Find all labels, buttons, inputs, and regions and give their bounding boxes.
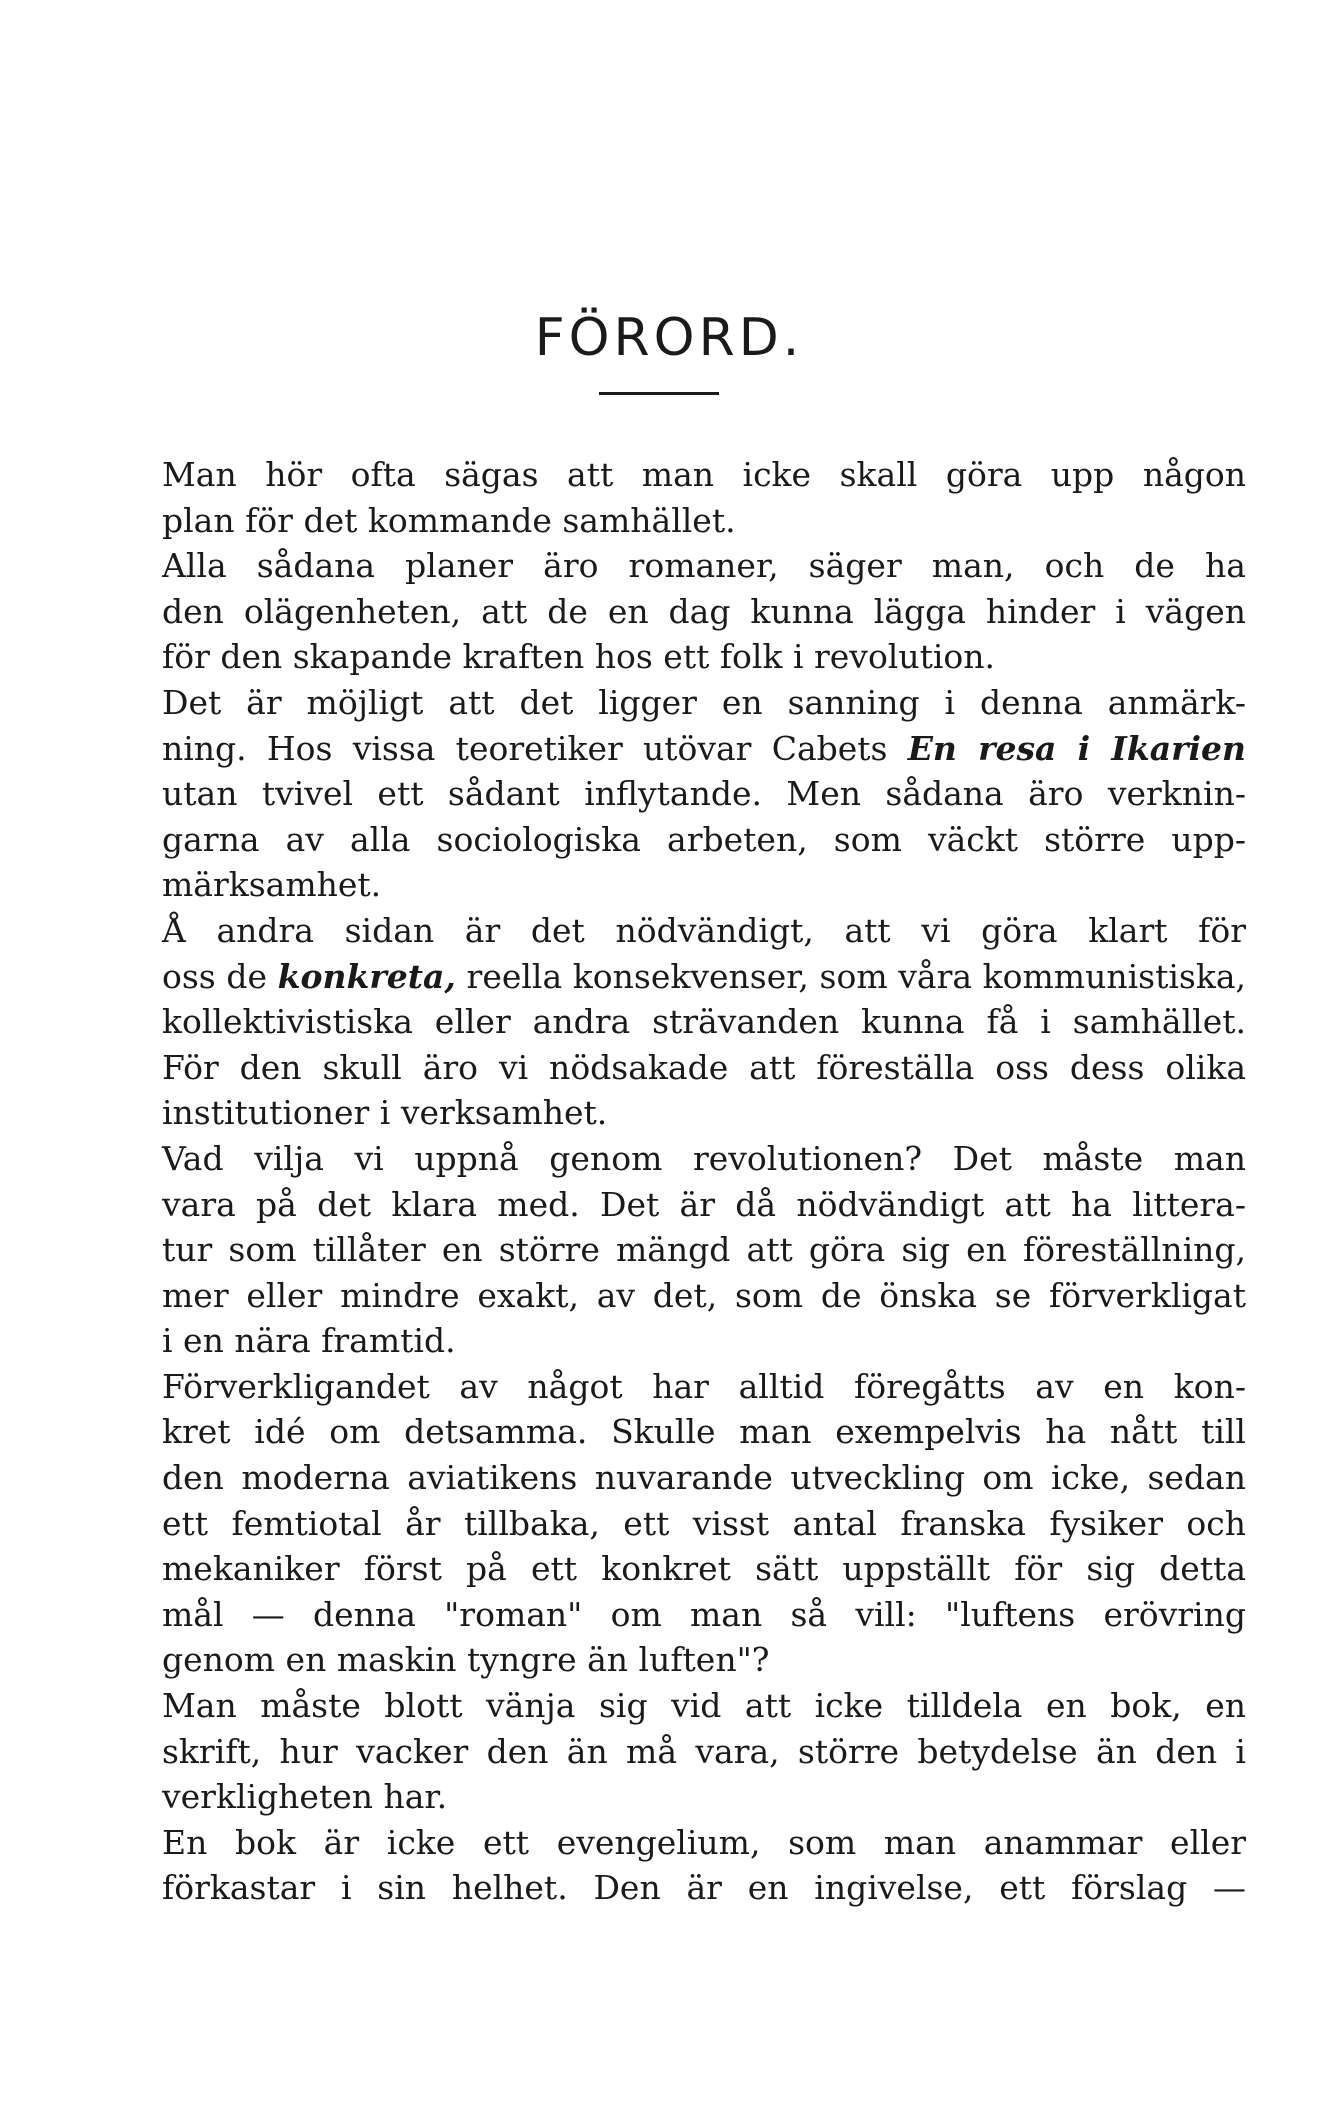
paragraph <box>82 1136 1246 1364</box>
text-line: den moderna aviatikens nuvarande utveckling om icke, sedan <box>162 1458 1246 1498</box>
text-line: märksamhet. <box>162 865 382 905</box>
text-line: kret idé om detsamma. Skulle man exempelvis ha nått till <box>162 1412 1246 1452</box>
text-line: garna av alla sociologiska arbeten, som väckt större upp- <box>162 819 1246 859</box>
text-line: utan tvivel ett sådant inflytande. Men sådana äro verknin- <box>162 774 1246 814</box>
text-line: den olägenheten, att de en dag kunna lägga hinder i vägen <box>162 591 1246 631</box>
text-line: Man hör ofta sägas att man icke skall göra upp någon <box>162 455 1246 494</box>
text-line: verkligheten har. <box>162 1777 448 1817</box>
text-line: Man måste blott vänja sig vid att icke tilldela en bok, en <box>162 1686 1246 1726</box>
text-line: genom en maskin tyngre än luften"? <box>162 1640 770 1680</box>
text-line: institutioner i verksamhet. <box>162 1093 608 1133</box>
text-line: Det är möjligt att det ligger en sanning i denna anmärk- <box>162 682 1246 722</box>
text-line: mer eller mindre exakt, av det, som de önska se förverkligat <box>162 1275 1246 1315</box>
text-line: plan för det kommande samhället. <box>162 500 736 540</box>
paragraph <box>82 680 1246 908</box>
text-line: i en nära framtid. <box>162 1321 456 1361</box>
text-line: tur som tillåter en större mängd att göra sig en föreställning, <box>162 1230 1246 1270</box>
text-line: ning. Hos vissa teoretiker utövar Cabets En resa i Ikarien <box>162 728 1247 768</box>
page-title: FÖRORD. <box>534 308 804 368</box>
text-line: Förverkligandet av något har alltid föregåtts av en kon- <box>162 1366 1246 1406</box>
paragraph <box>82 1364 1246 1683</box>
text-line: ett femtiotal år tillbaka, ett visst antal franska fysiker och <box>162 1503 1246 1543</box>
text-line: vara på det klara med. Det är då nödvändigt att ha littera- <box>162 1184 1246 1224</box>
paragraph <box>82 452 1246 543</box>
title-rule <box>599 392 719 395</box>
text-line: mekaniker först på ett konkret sätt uppställt för sig detta <box>162 1549 1246 1589</box>
text-line: Alla sådana planer äro romaner, säger man, och de ha <box>162 546 1246 586</box>
paragraph <box>82 543 1246 680</box>
paragraph <box>82 1683 1246 1820</box>
text-line: mål — denna "roman" om man så vill: "luftens erövring <box>162 1594 1246 1634</box>
text-line: Å andra sidan är det nödvändigt, att vi göra klart för <box>162 910 1246 950</box>
text-line: skrift, hur vacker den än må vara, större betydelse än den i <box>162 1731 1246 1771</box>
text-line: kollektivistiska eller andra strävanden kunna få i samhället. <box>162 1002 1246 1042</box>
text-line: för den skapande kraften hos ett folk i revolution. <box>162 637 996 677</box>
emphasis-text: konkreta, <box>277 956 456 996</box>
text-line: För den skull äro vi nödsakade att föreställa oss dess olika <box>162 1047 1246 1087</box>
emphasis-text: En resa i Ikarien <box>907 728 1247 768</box>
text-line: Vad vilja vi uppnå genom revolutionen? Det måste man <box>162 1138 1246 1178</box>
paragraph <box>82 908 1246 1136</box>
text-line: oss de konkreta, reella konsekvenser, som våra kommunistiska, <box>162 956 1247 996</box>
text-line: En bok är icke ett evengelium, som man anammar eller <box>162 1822 1246 1862</box>
text-line: förkastar i sin helhet. Den är en ingivelse, ett förslag — <box>162 1868 1246 1908</box>
paragraph <box>82 1820 1246 1911</box>
body-text <box>82 452 1246 1911</box>
